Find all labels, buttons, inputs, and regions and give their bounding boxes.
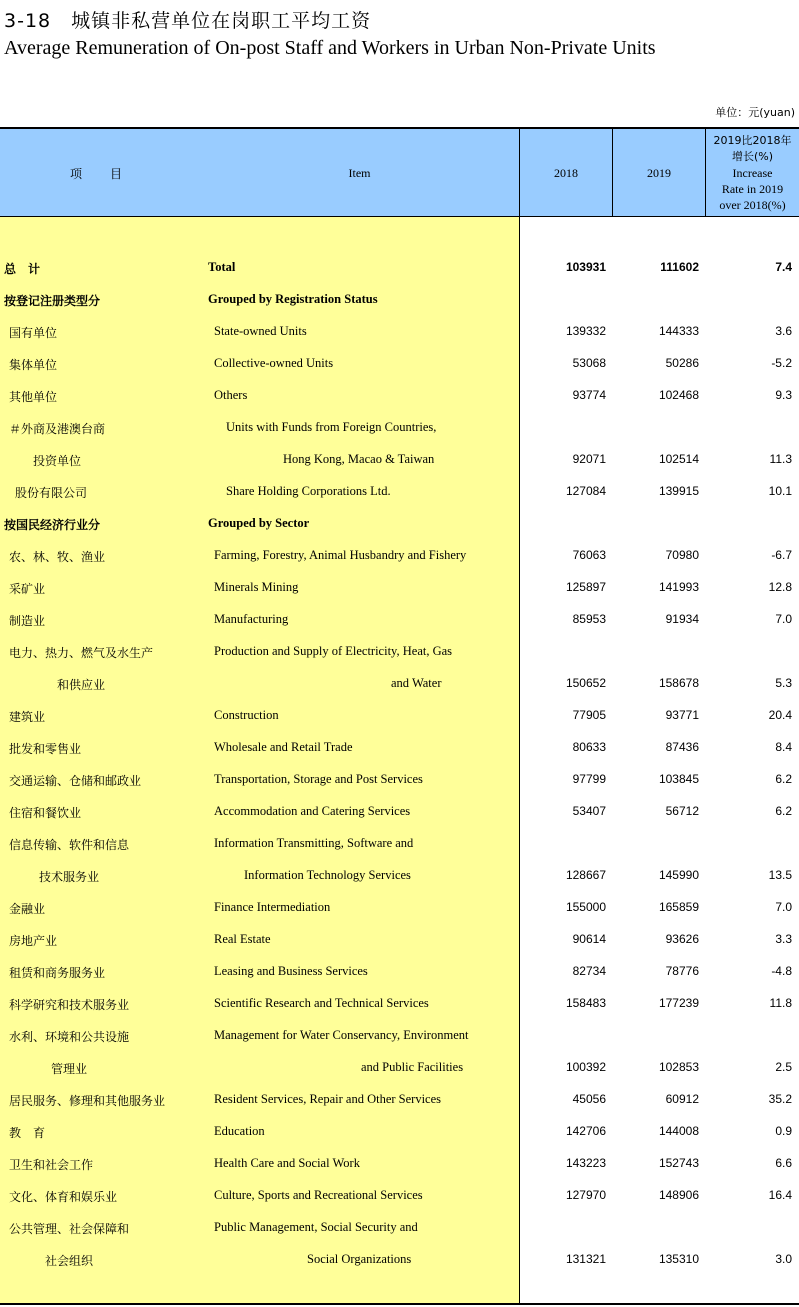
row-value-2019: 91934 xyxy=(665,612,699,626)
header-2019: 2019 xyxy=(647,165,671,180)
page-title-english: Average Remuneration of On-post Staff and Workers in Urban Non-Private Units xyxy=(4,37,656,59)
table-row xyxy=(0,859,799,891)
row-item-en: Share Holding Corporations Ltd. xyxy=(226,484,391,498)
row-item-en: Total xyxy=(208,260,236,274)
row-item-en: and Public Facilities xyxy=(361,1060,464,1074)
row-item-cn: 技术服务业 xyxy=(39,870,100,884)
row-item-en: Minerals Mining xyxy=(214,580,299,594)
row-item-en: Finance Intermediation xyxy=(214,900,331,914)
table-row xyxy=(0,379,799,411)
row-value-2019: 152743 xyxy=(658,1156,699,1170)
row-increase-rate: 7.0 xyxy=(775,900,792,914)
row-item-en: Hong Kong, Macao & Taiwan xyxy=(283,452,435,466)
row-increase-rate: 3.3 xyxy=(775,932,792,946)
row-item-cn: 建筑业 xyxy=(9,710,46,724)
row-increase-rate: 8.4 xyxy=(775,740,792,754)
table-row xyxy=(0,507,799,539)
row-item-cn: 其他单位 xyxy=(9,390,58,404)
row-item-cn: 房地产业 xyxy=(9,934,58,948)
row-value-2018: 80633 xyxy=(572,740,606,754)
row-value-2019: 139915 xyxy=(658,484,699,498)
row-increase-rate: 12.8 xyxy=(768,580,792,594)
row-value-2019: 102853 xyxy=(658,1060,699,1074)
table-row xyxy=(0,1147,799,1179)
header-rate-line4: Rate in 2019 xyxy=(721,182,784,196)
row-item-cn: 按登记注册类型分 xyxy=(4,294,101,308)
row-value-2018: 97799 xyxy=(572,772,606,786)
row-item-en: Information Technology Services xyxy=(244,868,411,882)
row-value-2019: 60912 xyxy=(665,1092,699,1106)
row-value-2018: 93774 xyxy=(572,388,606,402)
table-row xyxy=(0,347,799,379)
row-item-en: Production and Supply of Electricity, Heat, Gas xyxy=(214,644,453,658)
row-item-cn: 采矿业 xyxy=(9,582,46,596)
divider-2019-rate xyxy=(705,127,706,217)
row-increase-rate: 0.9 xyxy=(775,1124,792,1138)
row-increase-rate: 3.0 xyxy=(775,1252,792,1266)
remuneration-table xyxy=(0,127,799,1307)
row-value-2019: 148906 xyxy=(658,1188,699,1202)
table-row xyxy=(0,411,799,443)
row-item-en: Health Care and Social Work xyxy=(214,1156,360,1170)
row-value-2019: 144333 xyxy=(658,324,699,338)
row-value-2018: 76063 xyxy=(572,548,606,562)
table-bottom-border xyxy=(0,1303,799,1305)
row-item-en: Others xyxy=(214,388,248,402)
row-item-en: Education xyxy=(214,1124,265,1138)
row-value-2019: 103845 xyxy=(658,772,699,786)
row-item-en: Scientific Research and Technical Services xyxy=(214,996,429,1010)
divider-2018-2019 xyxy=(612,127,613,217)
row-item-en: Collective-owned Units xyxy=(214,356,334,370)
row-item-en: Management for Water Conservancy, Environment xyxy=(214,1028,469,1042)
row-item-en: Leasing and Business Services xyxy=(214,964,368,978)
row-item-cn: 总 计 xyxy=(4,262,41,276)
row-increase-rate: 11.3 xyxy=(769,452,792,466)
row-increase-rate: -6.7 xyxy=(771,548,792,562)
table-header xyxy=(0,127,799,217)
row-item-cn: 公共管理、社会保障和 xyxy=(9,1222,130,1236)
table-row xyxy=(0,923,799,955)
row-item-en: Units with Funds from Foreign Countries, xyxy=(226,420,437,434)
table-row xyxy=(0,827,799,859)
row-item-en: Information Transmitting, Software and xyxy=(214,836,414,850)
row-value-2018: 142706 xyxy=(565,1124,606,1138)
header-rate-line3: Increase xyxy=(732,166,773,180)
header-rate-line1: 2019比2018年 xyxy=(713,134,792,147)
row-increase-rate: 10.1 xyxy=(768,484,792,498)
row-value-2018: 100392 xyxy=(565,1060,606,1074)
row-value-2019: 70980 xyxy=(665,548,699,562)
row-item-cn: 电力、热力、燃气及水生产 xyxy=(9,646,154,660)
row-value-2018: 131321 xyxy=(565,1252,606,1266)
row-increase-rate: 6.6 xyxy=(775,1156,792,1170)
header-2018: 2018 xyxy=(554,165,578,180)
row-item-cn: 国有单位 xyxy=(9,326,58,340)
table-row xyxy=(0,1083,799,1115)
row-value-2019: 165859 xyxy=(658,900,699,914)
row-item-en: Culture, Sports and Recreational Services xyxy=(214,1188,423,1202)
row-item-cn: 教 育 xyxy=(9,1126,46,1140)
row-value-2018: 150652 xyxy=(565,676,606,690)
row-increase-rate: -4.8 xyxy=(771,964,792,978)
row-value-2018: 127970 xyxy=(565,1188,606,1202)
row-increase-rate: -5.2 xyxy=(771,356,792,370)
row-value-2019: 111602 xyxy=(660,260,699,274)
row-item-cn: 文化、体育和娱乐业 xyxy=(9,1190,118,1204)
row-value-2018: 85953 xyxy=(572,612,606,626)
header-rate-line2: 增长(%) xyxy=(731,150,774,163)
row-value-2018: 77905 xyxy=(572,708,606,722)
row-item-en: Farming, Forestry, Animal Husbandry and Fishery xyxy=(214,548,467,562)
row-value-2018: 103931 xyxy=(565,260,606,274)
row-increase-rate: 9.3 xyxy=(775,388,792,402)
row-increase-rate: 35.2 xyxy=(768,1092,792,1106)
table-row xyxy=(0,1211,799,1243)
row-item-en: Social Organizations xyxy=(307,1252,412,1266)
row-item-en: Grouped by Sector xyxy=(208,516,310,530)
header-increase-rate xyxy=(706,129,799,217)
table-row xyxy=(0,251,799,283)
row-increase-rate: 6.2 xyxy=(775,772,792,786)
row-item-cn: 社会组织 xyxy=(45,1254,94,1268)
table-row xyxy=(0,443,799,475)
row-item-en: Public Management, Social Security and xyxy=(214,1220,418,1234)
row-item-cn: 股份有限公司 xyxy=(15,486,88,500)
row-increase-rate: 13.5 xyxy=(768,868,792,882)
row-item-cn: 居民服务、修理和其他服务业 xyxy=(9,1094,166,1108)
row-value-2019: 50286 xyxy=(665,356,699,370)
row-value-2019: 93771 xyxy=(665,708,699,722)
row-value-2018: 143223 xyxy=(565,1156,606,1170)
row-increase-rate: 20.4 xyxy=(768,708,792,722)
table-row xyxy=(0,635,799,667)
row-item-cn: 和供应业 xyxy=(57,678,106,692)
row-value-2019: 93626 xyxy=(665,932,699,946)
row-value-2019: 158678 xyxy=(658,676,699,690)
row-item-en: and Water xyxy=(391,676,442,690)
row-item-en: Manufacturing xyxy=(214,612,289,626)
table-row xyxy=(0,1179,799,1211)
row-item-cn: 金融业 xyxy=(9,902,46,916)
row-item-en: Grouped by Registration Status xyxy=(208,292,378,306)
table-row xyxy=(0,1019,799,1051)
row-item-en: State-owned Units xyxy=(214,324,307,338)
row-value-2019: 87436 xyxy=(665,740,699,754)
row-value-2018: 128667 xyxy=(565,868,606,882)
header-rate-line5: over 2018(%) xyxy=(719,198,786,212)
row-item-cn: 租赁和商务服务业 xyxy=(9,966,106,980)
row-item-en: Accommodation and Catering Services xyxy=(214,804,411,818)
table-row xyxy=(0,315,799,347)
row-increase-rate: 5.3 xyxy=(775,676,792,690)
table-row xyxy=(0,795,799,827)
table-row xyxy=(0,699,799,731)
row-item-cn: 批发和零售业 xyxy=(9,742,82,756)
row-value-2018: 155000 xyxy=(565,900,606,914)
row-increase-rate: 6.2 xyxy=(775,804,792,818)
row-item-en: Construction xyxy=(214,708,279,722)
row-increase-rate: 11.8 xyxy=(769,996,792,1010)
row-item-cn: 管理业 xyxy=(51,1062,88,1076)
table-row xyxy=(0,475,799,507)
table-row xyxy=(0,1115,799,1147)
row-value-2019: 145990 xyxy=(658,868,699,882)
row-item-cn: 集体单位 xyxy=(9,358,58,372)
header-item-cn: 项 目 xyxy=(69,166,130,181)
row-value-2019: 102468 xyxy=(658,388,699,402)
row-value-2019: 144008 xyxy=(658,1124,699,1138)
row-increase-rate: 7.4 xyxy=(775,260,792,274)
header-item-en: Item xyxy=(348,165,371,180)
row-value-2019: 177239 xyxy=(658,996,699,1010)
row-item-en: Real Estate xyxy=(214,932,271,946)
row-value-2019: 135310 xyxy=(658,1252,699,1266)
row-value-2018: 158483 xyxy=(565,996,606,1010)
table-row xyxy=(0,571,799,603)
table-row xyxy=(0,987,799,1019)
table-row xyxy=(0,891,799,923)
row-value-2019: 56712 xyxy=(665,804,699,818)
row-value-2018: 53407 xyxy=(572,804,606,818)
table-row xyxy=(0,763,799,795)
table-row xyxy=(0,955,799,987)
row-value-2019: 141993 xyxy=(658,580,699,594)
row-item-cn: 住宿和餐饮业 xyxy=(9,806,82,820)
page-title-chinese: 3-18 城镇非私营单位在岗职工平均工资 xyxy=(4,10,372,32)
table-row xyxy=(0,603,799,635)
unit-label: 单位：元(yuan) xyxy=(715,106,795,119)
row-item-cn: ＃外商及港澳台商 xyxy=(9,422,106,436)
row-value-2018: 139332 xyxy=(565,324,606,338)
row-item-cn: 按国民经济行业分 xyxy=(4,518,101,532)
row-value-2018: 53068 xyxy=(572,356,606,370)
table-row xyxy=(0,283,799,315)
row-increase-rate: 16.4 xyxy=(768,1188,792,1202)
table-row xyxy=(0,731,799,763)
table-row xyxy=(0,1243,799,1275)
row-item-cn: 制造业 xyxy=(9,614,46,628)
row-item-en: Transportation, Storage and Post Services xyxy=(214,772,423,786)
row-item-cn: 水利、环境和公共设施 xyxy=(9,1030,130,1044)
row-item-cn: 农、林、牧、渔业 xyxy=(9,550,106,564)
row-item-cn: 科学研究和技术服务业 xyxy=(9,998,130,1012)
row-item-en: Wholesale and Retail Trade xyxy=(214,740,353,754)
row-item-cn: 投资单位 xyxy=(33,454,82,468)
row-value-2019: 78776 xyxy=(665,964,699,978)
row-value-2018: 82734 xyxy=(572,964,606,978)
row-value-2018: 92071 xyxy=(572,452,606,466)
table-row xyxy=(0,1051,799,1083)
row-item-cn: 交通运输、仓储和邮政业 xyxy=(9,774,142,788)
row-item-en: Resident Services, Repair and Other Services xyxy=(214,1092,442,1106)
row-value-2018: 125897 xyxy=(565,580,606,594)
table-row xyxy=(0,667,799,699)
row-increase-rate: 2.5 xyxy=(775,1060,792,1074)
row-item-cn: 卫生和社会工作 xyxy=(9,1158,94,1172)
row-item-cn: 信息传输、软件和信息 xyxy=(9,838,130,852)
row-value-2018: 45056 xyxy=(572,1092,606,1106)
row-value-2018: 90614 xyxy=(572,932,606,946)
row-value-2019: 102514 xyxy=(658,452,699,466)
row-increase-rate: 3.6 xyxy=(775,324,792,338)
row-increase-rate: 7.0 xyxy=(775,612,792,626)
row-value-2018: 127084 xyxy=(565,484,606,498)
table-row xyxy=(0,539,799,571)
